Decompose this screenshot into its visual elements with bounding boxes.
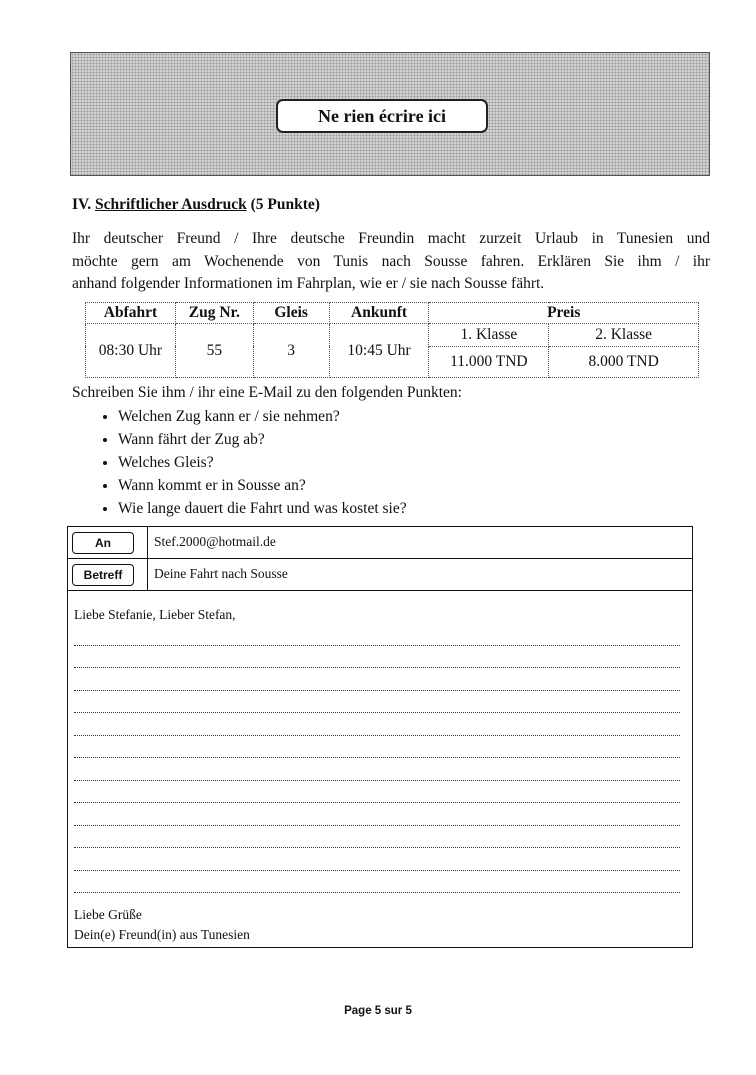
email-subject-row — [68, 559, 692, 591]
intro-line: anhand folgender Informationen im Fahrplan, wie er / sie nach Sousse fährt. — [72, 275, 545, 292]
timetable-header-departure: Abfahrt — [86, 303, 176, 324]
reserved-area-notice: Ne rien écrire ici — [276, 99, 488, 133]
section-number: IV. — [72, 196, 92, 213]
writing-line[interactable] — [74, 781, 680, 804]
timetable-arrival: 10:45 Uhr — [329, 324, 429, 378]
writing-line[interactable] — [74, 871, 680, 894]
timetable-price-second: 8.000 TND — [549, 346, 699, 377]
timetable-train: 55 — [175, 324, 253, 378]
email-signature: Dein(e) Freund(in) aus Tunesien — [74, 927, 250, 942]
email-to-label-cell — [68, 527, 148, 558]
task-intro-paragraph — [72, 228, 710, 296]
email-to-row — [68, 527, 692, 559]
timetable-header-price: Preis — [429, 303, 699, 324]
timetable-price-first: 11.000 TND — [429, 346, 549, 377]
writing-line[interactable] — [74, 691, 680, 714]
list-item: • Welches Gleis? — [118, 451, 407, 474]
section-name: Schriftlicher Ausdruck — [94, 196, 247, 213]
list-item: • Wann kommt er in Sousse an? — [118, 474, 407, 497]
intro-line: Ihr deutscher Freund / Ihre deutsche Freundin macht zurzeit Urlaub in Tunesien und — [72, 230, 710, 247]
writing-instruction: Schreiben Sie ihm / ihr eine E-Mail zu den folgenden Punkten: — [72, 384, 462, 401]
email-body[interactable] — [74, 607, 680, 893]
timetable — [85, 302, 699, 378]
intro-line: möchte gern am Wochenende von Tunis nach Sousse fahren. Erklären Sie ihm / ihr — [72, 252, 710, 270]
writing-line[interactable] — [74, 758, 680, 781]
section-title — [72, 196, 320, 214]
reserved-area — [70, 52, 710, 176]
writing-line[interactable] — [74, 623, 680, 646]
writing-line[interactable] — [74, 668, 680, 691]
list-item: • Welchen Zug kann er / sie nehmen? — [118, 405, 407, 428]
email-closing-block — [74, 905, 250, 945]
writing-line[interactable] — [74, 736, 680, 759]
email-form — [67, 526, 693, 948]
email-closing: Liebe Grüße — [74, 907, 142, 922]
timetable-header-arrival: Ankunft — [329, 303, 429, 324]
writing-line[interactable] — [74, 803, 680, 826]
email-subject-field[interactable]: Deine Fahrt nach Sousse — [154, 566, 288, 581]
section-points: (5 Punkte) — [250, 196, 320, 213]
timetable-header-platform: Gleis — [253, 303, 329, 324]
timetable-class-second: 2. Klasse — [549, 324, 699, 346]
timetable-platform: 3 — [253, 324, 329, 378]
email-to-label: An — [72, 532, 134, 554]
list-item: • Wie lange dauert die Fahrt und was kostet sie? — [118, 497, 407, 520]
timetable-class-first: 1. Klasse — [429, 324, 549, 346]
page-number: Page 5 sur 5 — [344, 1005, 412, 1017]
writing-line[interactable] — [74, 646, 680, 669]
list-item: • Wann fährt der Zug ab? — [118, 428, 407, 451]
writing-line[interactable] — [74, 713, 680, 736]
task-points-list — [72, 405, 407, 520]
writing-line[interactable] — [74, 848, 680, 871]
email-subject-label-cell — [68, 559, 148, 590]
writing-line[interactable] — [74, 826, 680, 849]
email-to-field[interactable]: Stef.2000@hotmail.de — [154, 534, 276, 549]
timetable-header-train: Zug Nr. — [175, 303, 253, 324]
email-subject-label: Betreff — [72, 564, 134, 586]
timetable-departure: 08:30 Uhr — [86, 324, 176, 378]
email-salutation: Liebe Stefanie, Lieber Stefan, — [74, 607, 236, 622]
